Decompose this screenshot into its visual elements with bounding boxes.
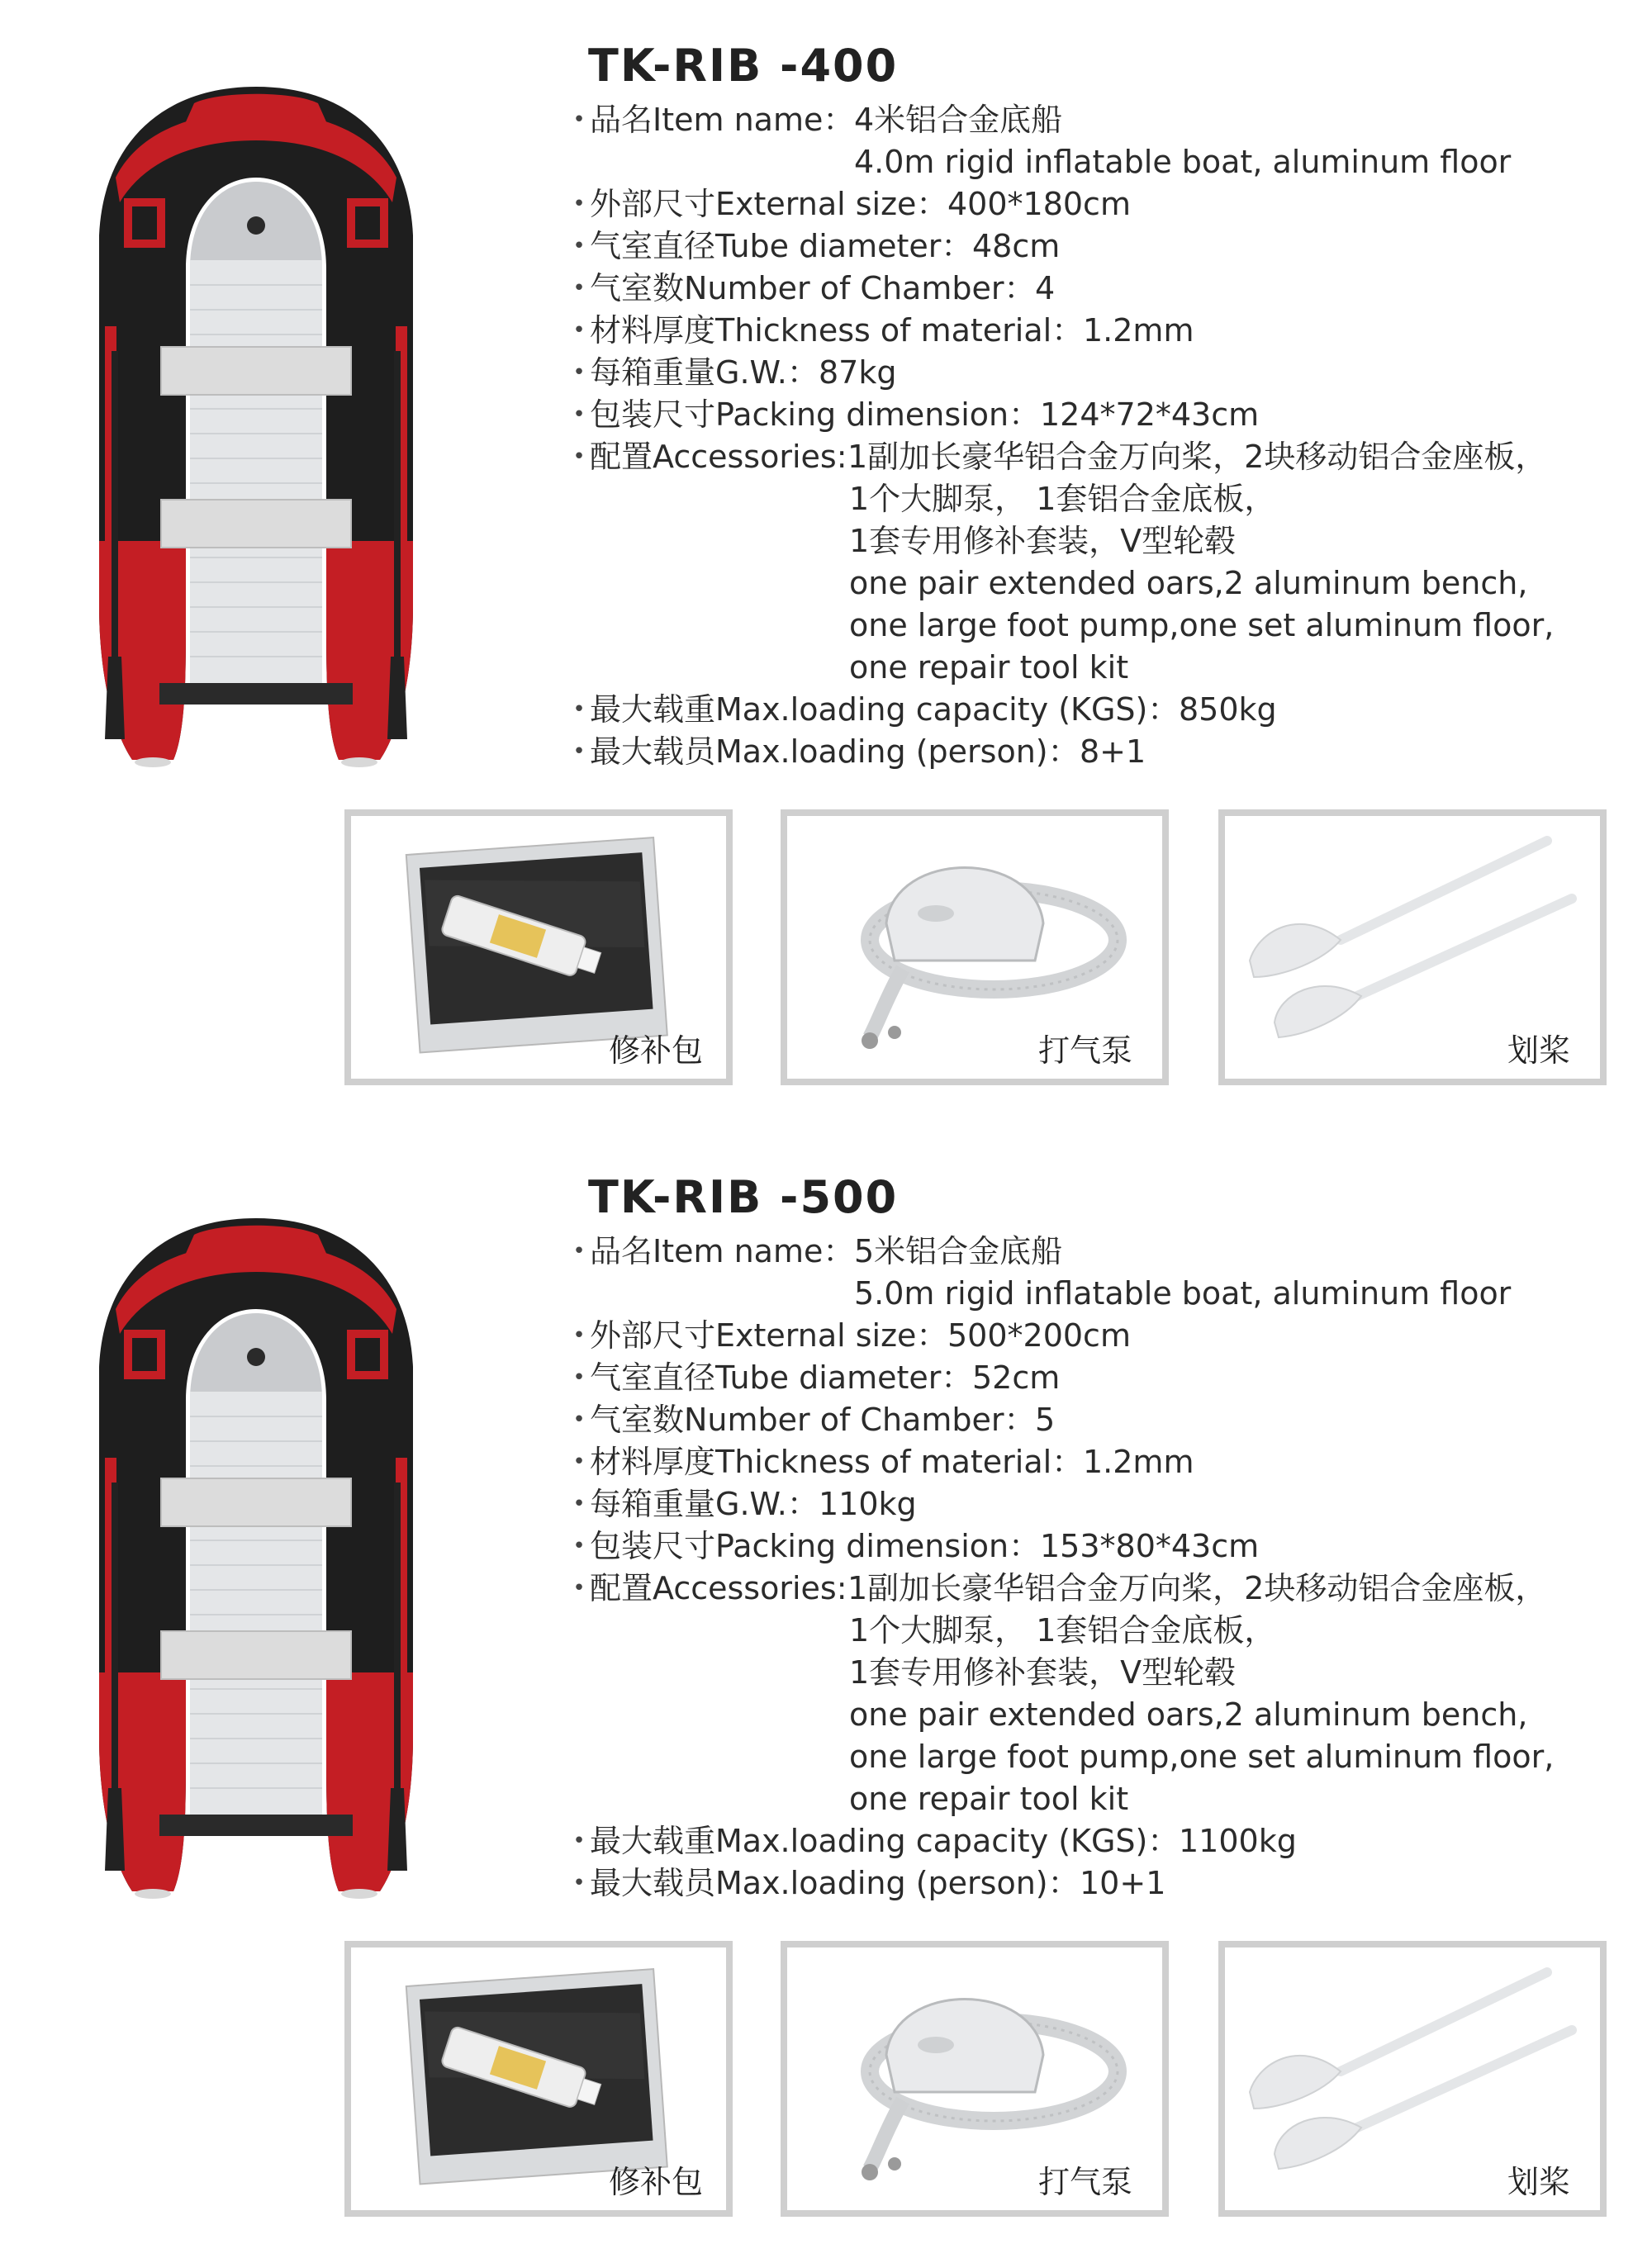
spec-label: 气室直径Tube diameter：	[590, 1359, 973, 1396]
spec-value: 1100kg	[1179, 1823, 1297, 1859]
spec-value: one repair tool kit	[849, 649, 1129, 686]
spec-value: 850kg	[1179, 691, 1277, 728]
accessory-caption: 打气泵	[1037, 1032, 1132, 1069]
spec-continuation	[570, 1652, 1611, 1694]
spec-label: 每箱重量G.W.：	[590, 354, 819, 391]
spec-row	[570, 1315, 1611, 1357]
spec-row	[570, 310, 1611, 352]
spec-value: 400*180cm	[947, 186, 1131, 222]
spec-continuation	[570, 1610, 1611, 1652]
spec-continuation	[570, 605, 1611, 647]
spec-value: 5	[1035, 1402, 1056, 1438]
accessory-foot-pump	[781, 809, 1169, 1085]
spec-label: 包装尺寸Packing dimension：	[590, 396, 1041, 433]
spec-row	[570, 352, 1611, 394]
spec-label: 气室直径Tube diameter：	[590, 228, 973, 264]
accessory-oars	[1218, 1941, 1607, 2217]
accessory-caption: 修补包	[608, 1032, 703, 1069]
spec-label: 外部尺寸External size：	[590, 1317, 948, 1354]
spec-continuation	[570, 1778, 1611, 1820]
spec-row	[570, 731, 1611, 773]
spec-value: 4.0m rigid inflatable boat, aluminum floor	[854, 144, 1512, 180]
boat-photo	[87, 78, 425, 772]
accessory-foot-pump	[781, 1941, 1169, 2217]
spec-row	[570, 225, 1611, 268]
spec-row	[570, 1441, 1611, 1483]
spec-value: one repair tool kit	[849, 1781, 1129, 1817]
bullet-icon: •	[572, 360, 586, 385]
spec-value: 4	[1035, 270, 1056, 306]
accessory-caption: 打气泵	[1037, 2164, 1132, 2200]
bullet-icon: •	[572, 1829, 586, 1853]
spec-continuation	[570, 520, 1611, 562]
spec-value: one pair extended oars,2 aluminum bench,	[849, 1696, 1528, 1733]
bullet-icon: •	[572, 1365, 586, 1390]
spec-continuation	[570, 141, 1611, 183]
bullet-icon: •	[572, 276, 586, 301]
spec-value: one large foot pump,one set aluminum floor,	[849, 1739, 1555, 1775]
spec-value: 1.2mm	[1083, 1444, 1194, 1480]
spec-label: 最大载员Max.loading (person)：	[590, 1865, 1080, 1901]
spec-label: 材料厚度Thickness of material：	[590, 312, 1084, 349]
spec-value: 4米铝合金底船	[854, 102, 1063, 138]
bullet-icon: •	[572, 697, 586, 722]
spec-continuation	[570, 1736, 1611, 1778]
spec-label: 包装尺寸Packing dimension：	[590, 1528, 1041, 1564]
spec-label: 外部尺寸External size：	[590, 186, 948, 222]
accessory-gallery	[344, 809, 1616, 1090]
spec-value: 1个大脚泵， 1套铝合金底板，	[849, 481, 1276, 517]
spec-label: 最大载重Max.loading capacity (KGS)：	[590, 1823, 1180, 1859]
boat-image	[87, 78, 425, 772]
spec-row	[570, 1568, 1611, 1610]
spec-value: 1副加长豪华铝合金万向桨，2块移动铝合金座板，	[847, 1570, 1547, 1606]
bullet-icon: •	[572, 739, 586, 764]
spec-row	[570, 394, 1611, 436]
spec-value: 48cm	[972, 228, 1061, 264]
spec-value: 110kg	[819, 1486, 917, 1522]
boat-image	[87, 1210, 425, 1904]
product-tk-rib-500	[0, 1132, 1652, 2263]
spec-value: 1套专用修补套装，V型轮毂	[849, 1654, 1237, 1691]
spec-value: 5.0m rigid inflatable boat, aluminum floor	[854, 1275, 1512, 1312]
spec-continuation	[570, 1694, 1611, 1736]
spec-label: 气室数Number of Chamber：	[590, 270, 1036, 306]
accessory-repair-kit	[344, 809, 733, 1085]
spec-row	[570, 1820, 1611, 1862]
spec-value: one large foot pump,one set aluminum floor,	[849, 607, 1555, 643]
spec-value: 5米铝合金底船	[854, 1233, 1063, 1269]
product-title: TK-RIB -500	[588, 1171, 899, 1223]
spec-row	[570, 436, 1611, 478]
bullet-icon: •	[572, 318, 586, 343]
accessory-caption: 修补包	[608, 2164, 703, 2200]
spec-value: 10+1	[1080, 1865, 1166, 1901]
spec-value: 153*80*43cm	[1040, 1528, 1260, 1564]
bullet-icon: •	[572, 1407, 586, 1432]
spec-value: 87kg	[819, 354, 897, 391]
spec-value: 124*72*43cm	[1040, 396, 1260, 433]
spec-value: 1个大脚泵， 1套铝合金底板，	[849, 1612, 1276, 1649]
spec-label: 最大载重Max.loading capacity (KGS)：	[590, 691, 1180, 728]
bullet-icon: •	[572, 1534, 586, 1558]
spec-row	[570, 1357, 1611, 1399]
spec-row	[570, 1231, 1611, 1273]
bullet-icon: •	[572, 1449, 586, 1474]
bullet-icon: •	[572, 192, 586, 216]
bullet-icon: •	[572, 107, 586, 132]
spec-value: 1副加长豪华铝合金万向桨，2块移动铝合金座板，	[847, 439, 1547, 475]
spec-row	[570, 1399, 1611, 1441]
spec-row	[570, 1862, 1611, 1905]
spec-value: one pair extended oars,2 aluminum bench,	[849, 565, 1528, 601]
spec-row	[570, 268, 1611, 310]
bullet-icon: •	[572, 1239, 586, 1264]
spec-row	[570, 99, 1611, 141]
bullet-icon: •	[572, 1871, 586, 1895]
bullet-icon: •	[572, 1492, 586, 1516]
spec-value: 1.2mm	[1083, 312, 1194, 349]
spec-value: 1套专用修补套装，V型轮毂	[849, 523, 1237, 559]
spec-row	[570, 1525, 1611, 1568]
spec-label: 气室数Number of Chamber：	[590, 1402, 1036, 1438]
spec-continuation	[570, 1273, 1611, 1315]
spec-label: 材料厚度Thickness of material：	[590, 1444, 1084, 1480]
spec-value: 52cm	[972, 1359, 1061, 1396]
accessory-oars	[1218, 809, 1607, 1085]
spec-row	[570, 689, 1611, 731]
accessory-caption: 划桨	[1507, 2164, 1570, 2200]
spec-label: 最大载员Max.loading (person)：	[590, 733, 1080, 770]
spec-list	[570, 1231, 1611, 1905]
spec-label: 每箱重量G.W.：	[590, 1486, 819, 1522]
bullet-icon: •	[572, 444, 586, 469]
accessory-gallery	[344, 1941, 1616, 2222]
spec-row	[570, 183, 1611, 225]
bullet-icon: •	[572, 402, 586, 427]
spec-value: 500*200cm	[947, 1317, 1131, 1354]
bullet-icon: •	[572, 234, 586, 259]
bullet-icon: •	[572, 1576, 586, 1601]
accessory-caption: 划桨	[1507, 1032, 1570, 1069]
spec-list	[570, 99, 1611, 773]
spec-continuation	[570, 647, 1611, 689]
product-title: TK-RIB -400	[588, 40, 899, 92]
spec-label: 配置Accessories:	[590, 1570, 847, 1606]
boat-photo	[87, 1210, 425, 1904]
spec-label: 品名Item name：	[590, 102, 855, 138]
spec-continuation	[570, 478, 1611, 520]
accessory-repair-kit	[344, 1941, 733, 2217]
spec-row	[570, 1483, 1611, 1525]
spec-label: 配置Accessories:	[590, 439, 847, 475]
spec-value: 8+1	[1080, 733, 1146, 770]
spec-continuation	[570, 562, 1611, 605]
bullet-icon: •	[572, 1323, 586, 1348]
spec-label: 品名Item name：	[590, 1233, 855, 1269]
